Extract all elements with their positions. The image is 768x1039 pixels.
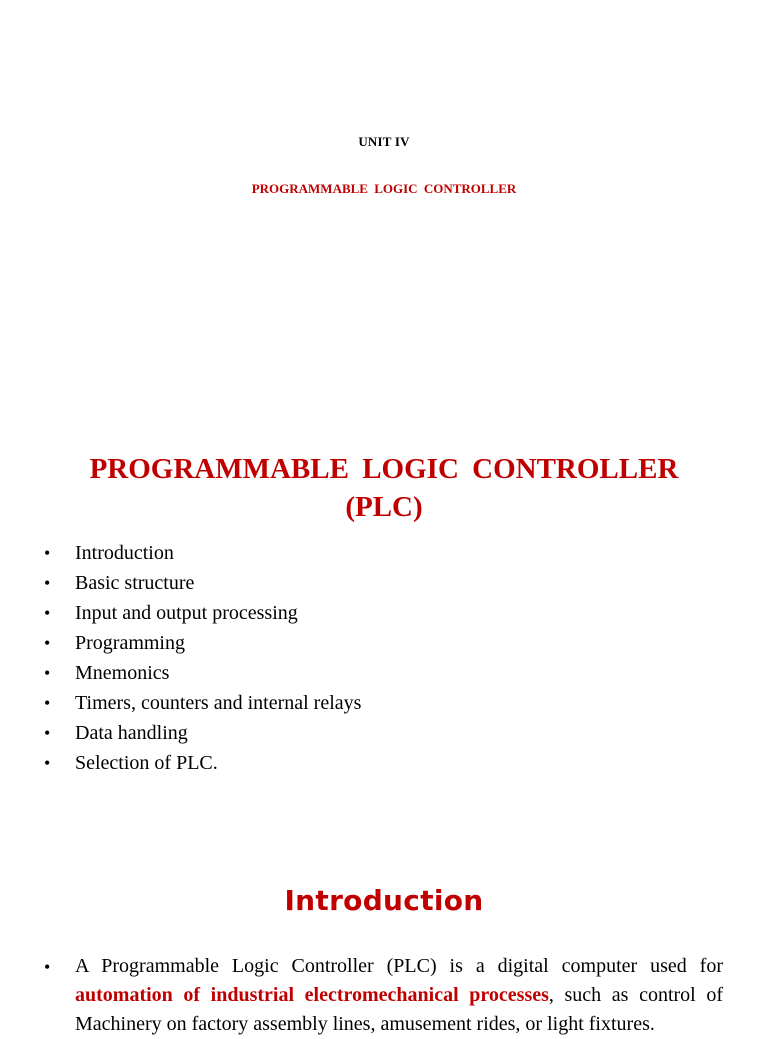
- list-item: [44, 718, 724, 748]
- introduction-paragraph: [44, 952, 723, 1039]
- paragraph-part-1: A Programmable Logic Controller (PLC) is a digital computer used for: [75, 955, 723, 977]
- list-item: [44, 688, 724, 718]
- list-item-label: Timers, counters and internal relays: [75, 692, 362, 714]
- introduction-heading: Introduction: [284, 884, 484, 917]
- list-item-label: Mnemonics: [75, 662, 170, 684]
- list-item-label: Selection of PLC.: [75, 752, 218, 774]
- bullet-icon: •: [44, 633, 51, 653]
- list-item: [44, 748, 724, 778]
- plc-title: [0, 450, 768, 526]
- list-item-label: Introduction: [75, 542, 174, 564]
- list-item: [44, 538, 724, 568]
- bullet-icon: •: [44, 957, 51, 977]
- bullet-icon: •: [44, 693, 51, 713]
- list-item: [44, 568, 724, 598]
- paragraph-text: [44, 952, 723, 1039]
- bullet-icon: •: [44, 543, 51, 563]
- list-item-label: Data handling: [75, 722, 188, 744]
- list-item: [44, 658, 724, 688]
- unit-subtitle: PROGRAMMABLE LOGIC CONTROLLER: [251, 181, 517, 196]
- bullet-icon: •: [44, 573, 51, 593]
- plc-title-line2: (PLC): [345, 491, 423, 523]
- topic-list: [44, 538, 724, 778]
- list-item-label: Input and output processing: [75, 602, 298, 624]
- paragraph-part-2: , such as control of Machinery on factory assembly lines, amusement rides, or light fixtures.: [75, 984, 723, 1035]
- bullet-icon: •: [44, 663, 51, 683]
- plc-title-line1: PROGRAMMABLE LOGIC CONTROLLER: [89, 453, 679, 485]
- list-item-label: Programming: [75, 632, 185, 654]
- list-item: [44, 628, 724, 658]
- paragraph-highlight: automation of industrial electromechanical processes: [75, 984, 549, 1006]
- bullet-icon: •: [44, 753, 51, 773]
- bullet-icon: •: [44, 723, 51, 743]
- list-item-label: Basic structure: [75, 572, 195, 594]
- unit-heading: UNIT IV: [358, 134, 410, 149]
- list-item: [44, 598, 724, 628]
- bullet-icon: •: [44, 603, 51, 623]
